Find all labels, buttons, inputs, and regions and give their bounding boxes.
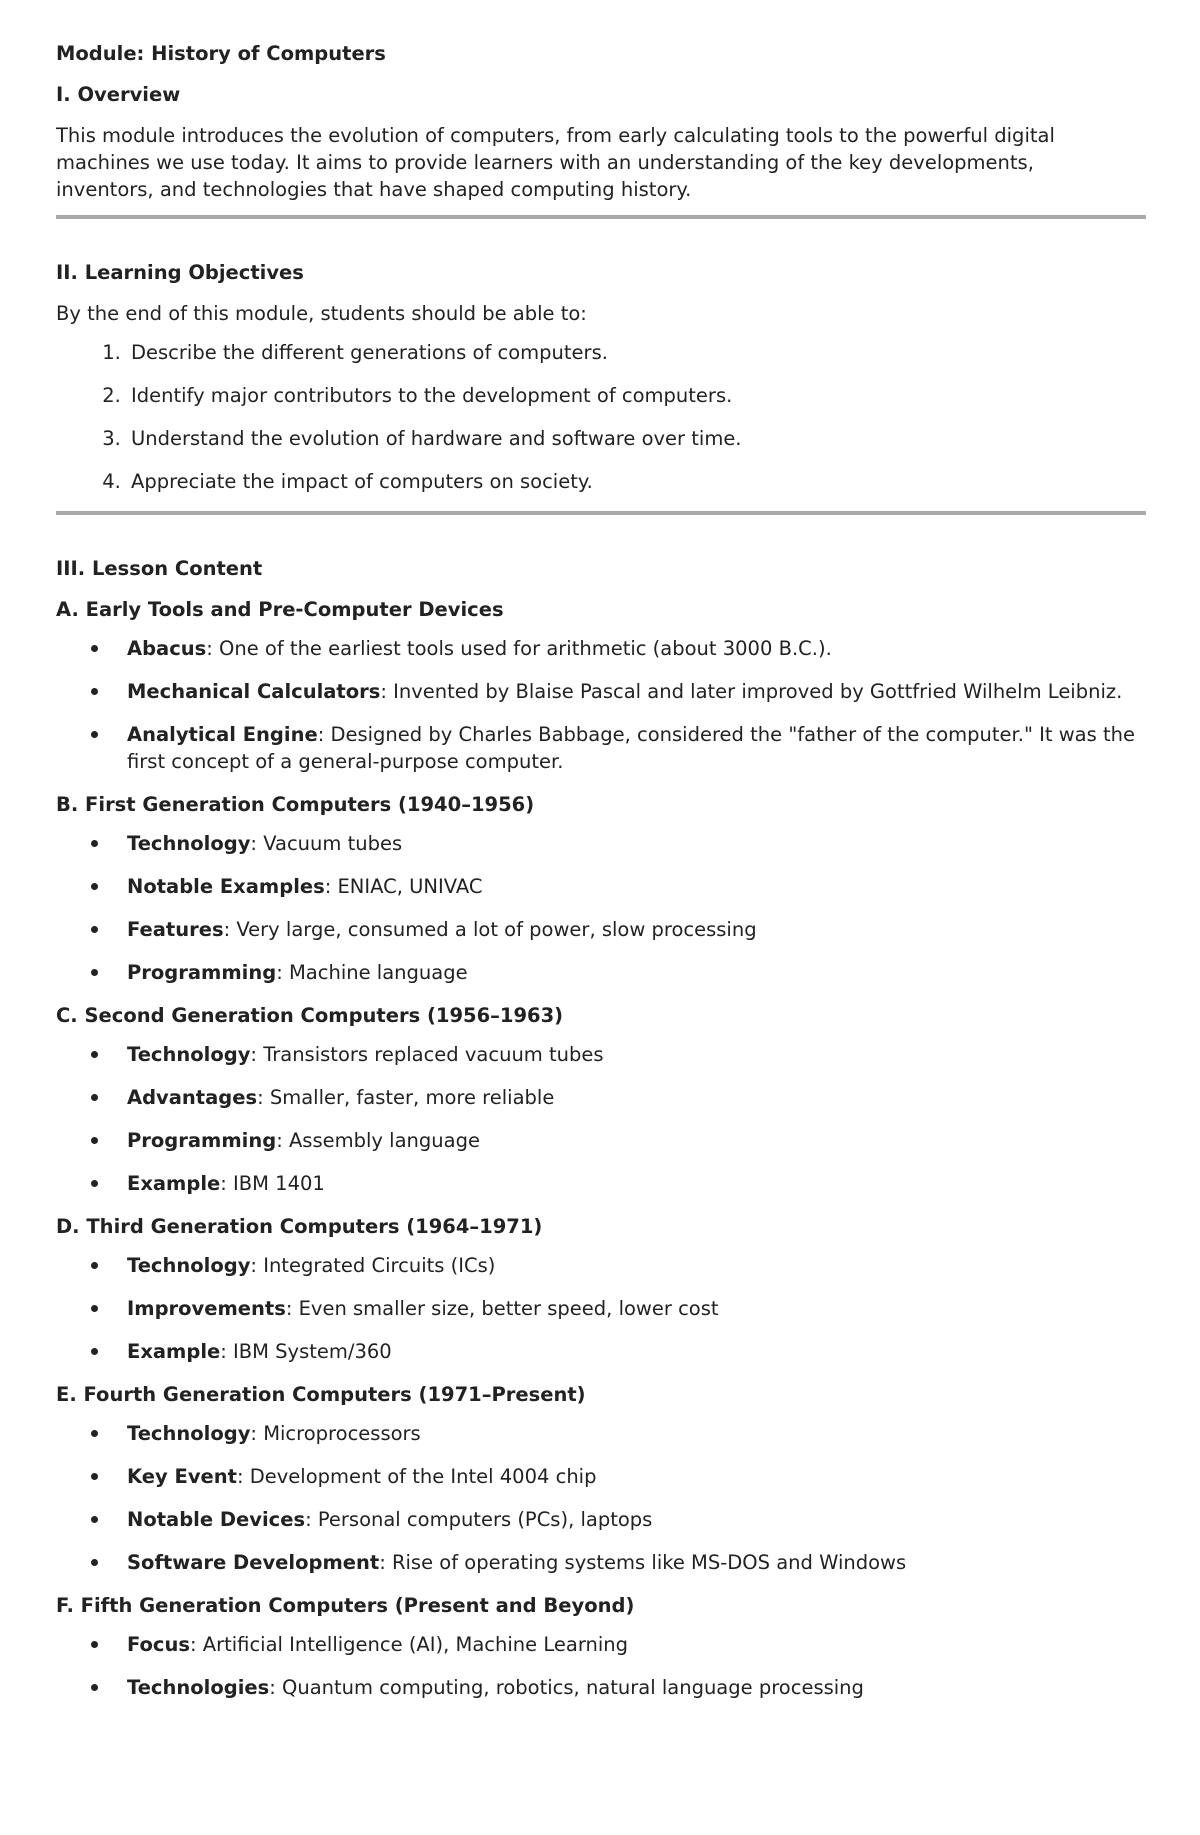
list-item [56, 959, 1147, 986]
list-item [56, 721, 1147, 775]
bullet-list [56, 1041, 1144, 1197]
subsection-heading-e: E. Fourth Generation Computers (1971–Present) [56, 1383, 586, 1406]
term-description: : Invented by Blaise Pascal and later improved by Gottfried Wilhelm Leibniz. [380, 680, 1123, 703]
term-label: Software Development [127, 1551, 380, 1574]
term-description: : Very large, consumed a lot of power, slow processing [223, 918, 757, 941]
term-label: Advantages [127, 1086, 258, 1109]
objective-item: 3. Understand the evolution of hardware and software over time. [127, 425, 1144, 452]
term-label: Programming [127, 1129, 277, 1152]
term-description: : Assembly language [276, 1129, 480, 1152]
subsection-heading-d: D. Third Generation Computers (1964–1971) [56, 1215, 543, 1238]
list-item [56, 830, 1147, 857]
term-description: : Microprocessors [250, 1422, 421, 1445]
term-label: Example [127, 1340, 221, 1363]
term-description: : Smaller, faster, more reliable [257, 1086, 555, 1109]
term-description: : Personal computers (PCs), laptops [305, 1508, 653, 1531]
section-divider [56, 215, 1146, 219]
term-description: : Quantum computing, robotics, natural language processing [269, 1676, 864, 1699]
list-item [56, 635, 1147, 662]
objective-item: 2. Identify major contributors to the development of computers. [127, 382, 1144, 409]
objectives-intro: By the end of this module, students should be able to: [56, 302, 587, 325]
overview-text: This module introduces the evolution of computers, from early calculating tools to the powerful digital machines we use today. It aims to provide learners with an understanding of the key developments, inventors, and technologies that have shaped computing history. [56, 124, 1055, 201]
term-label: Notable Examples [127, 875, 325, 898]
term-description: : Rise of operating systems like MS-DOS and Windows [379, 1551, 907, 1574]
term-label: Technologies [127, 1676, 270, 1699]
term-description: : Machine language [276, 961, 468, 984]
term-label: Analytical Engine [127, 723, 318, 746]
term-description: : One of the earliest tools used for arithmetic (about 3000 B.C.). [206, 637, 832, 660]
term-description: : Artificial Intelligence (AI), Machine Learning [189, 1633, 629, 1656]
objective-item: 1. Describe the different generations of computers. [127, 339, 1144, 366]
list-item [56, 1338, 1147, 1365]
bullet-list [56, 1252, 1144, 1365]
term-description: : Integrated Circuits (ICs) [250, 1254, 496, 1277]
bullet-list [56, 635, 1144, 775]
bullet-list [56, 830, 1144, 986]
term-description: : Even smaller size, better speed, lower cost [285, 1297, 719, 1320]
term-description: : Vacuum tubes [250, 832, 403, 855]
list-item [56, 1127, 1147, 1154]
term-label: Improvements [127, 1297, 286, 1320]
term-label: Technology [127, 1043, 251, 1066]
term-description: : IBM System/360 [220, 1340, 392, 1363]
term-label: Programming [127, 961, 277, 984]
objective-item: 4. Appreciate the impact of computers on society. [127, 468, 1144, 495]
term-label: Example [127, 1172, 221, 1195]
lesson-heading: III. Lesson Content [56, 557, 263, 580]
term-description: : Development of the Intel 4004 chip [236, 1465, 597, 1488]
term-label: Key Event [127, 1465, 237, 1488]
list-item [56, 678, 1147, 705]
objectives-list [56, 339, 1144, 495]
term-label: Notable Devices [127, 1508, 306, 1531]
term-label: Focus [127, 1633, 190, 1656]
list-item [56, 1420, 1147, 1447]
list-item [56, 1041, 1147, 1068]
term-description: : ENIAC, UNIVAC [324, 875, 483, 898]
list-item [56, 1506, 1147, 1533]
subsection-heading-a: A. Early Tools and Pre-Computer Devices [56, 598, 504, 621]
term-label: Abacus [127, 637, 207, 660]
module-title: Module: History of Computers [56, 42, 386, 65]
term-label: Technology [127, 832, 251, 855]
list-item [56, 1252, 1147, 1279]
list-item [56, 916, 1147, 943]
list-item [56, 1463, 1147, 1490]
objectives-heading: II. Learning Objectives [56, 261, 304, 284]
list-item [56, 1631, 1147, 1658]
list-item [56, 873, 1147, 900]
list-item [56, 1295, 1147, 1322]
list-item [56, 1549, 1147, 1576]
list-item [56, 1674, 1147, 1701]
list-item [56, 1084, 1147, 1111]
bullet-list [56, 1420, 1144, 1576]
list-item [56, 1170, 1147, 1197]
term-label: Technology [127, 1254, 251, 1277]
bullet-list [56, 1631, 1144, 1701]
term-description: : Designed by Charles Babbage, considered the "father of the computer." It was the first concept of a general-purpose computer. [127, 723, 1135, 773]
term-label: Technology [127, 1422, 251, 1445]
overview-heading: I. Overview [56, 83, 181, 106]
subsection-heading-c: C. Second Generation Computers (1956–1963) [56, 1004, 564, 1027]
term-description: : IBM 1401 [220, 1172, 325, 1195]
term-label: Mechanical Calculators [127, 680, 381, 703]
term-description: : Transistors replaced vacuum tubes [250, 1043, 604, 1066]
subsection-heading-b: B. First Generation Computers (1940–1956) [56, 793, 535, 816]
subsection-heading-f: F. Fifth Generation Computers (Present and Beyond) [56, 1594, 635, 1617]
section-divider [56, 511, 1146, 515]
term-label: Features [127, 918, 224, 941]
